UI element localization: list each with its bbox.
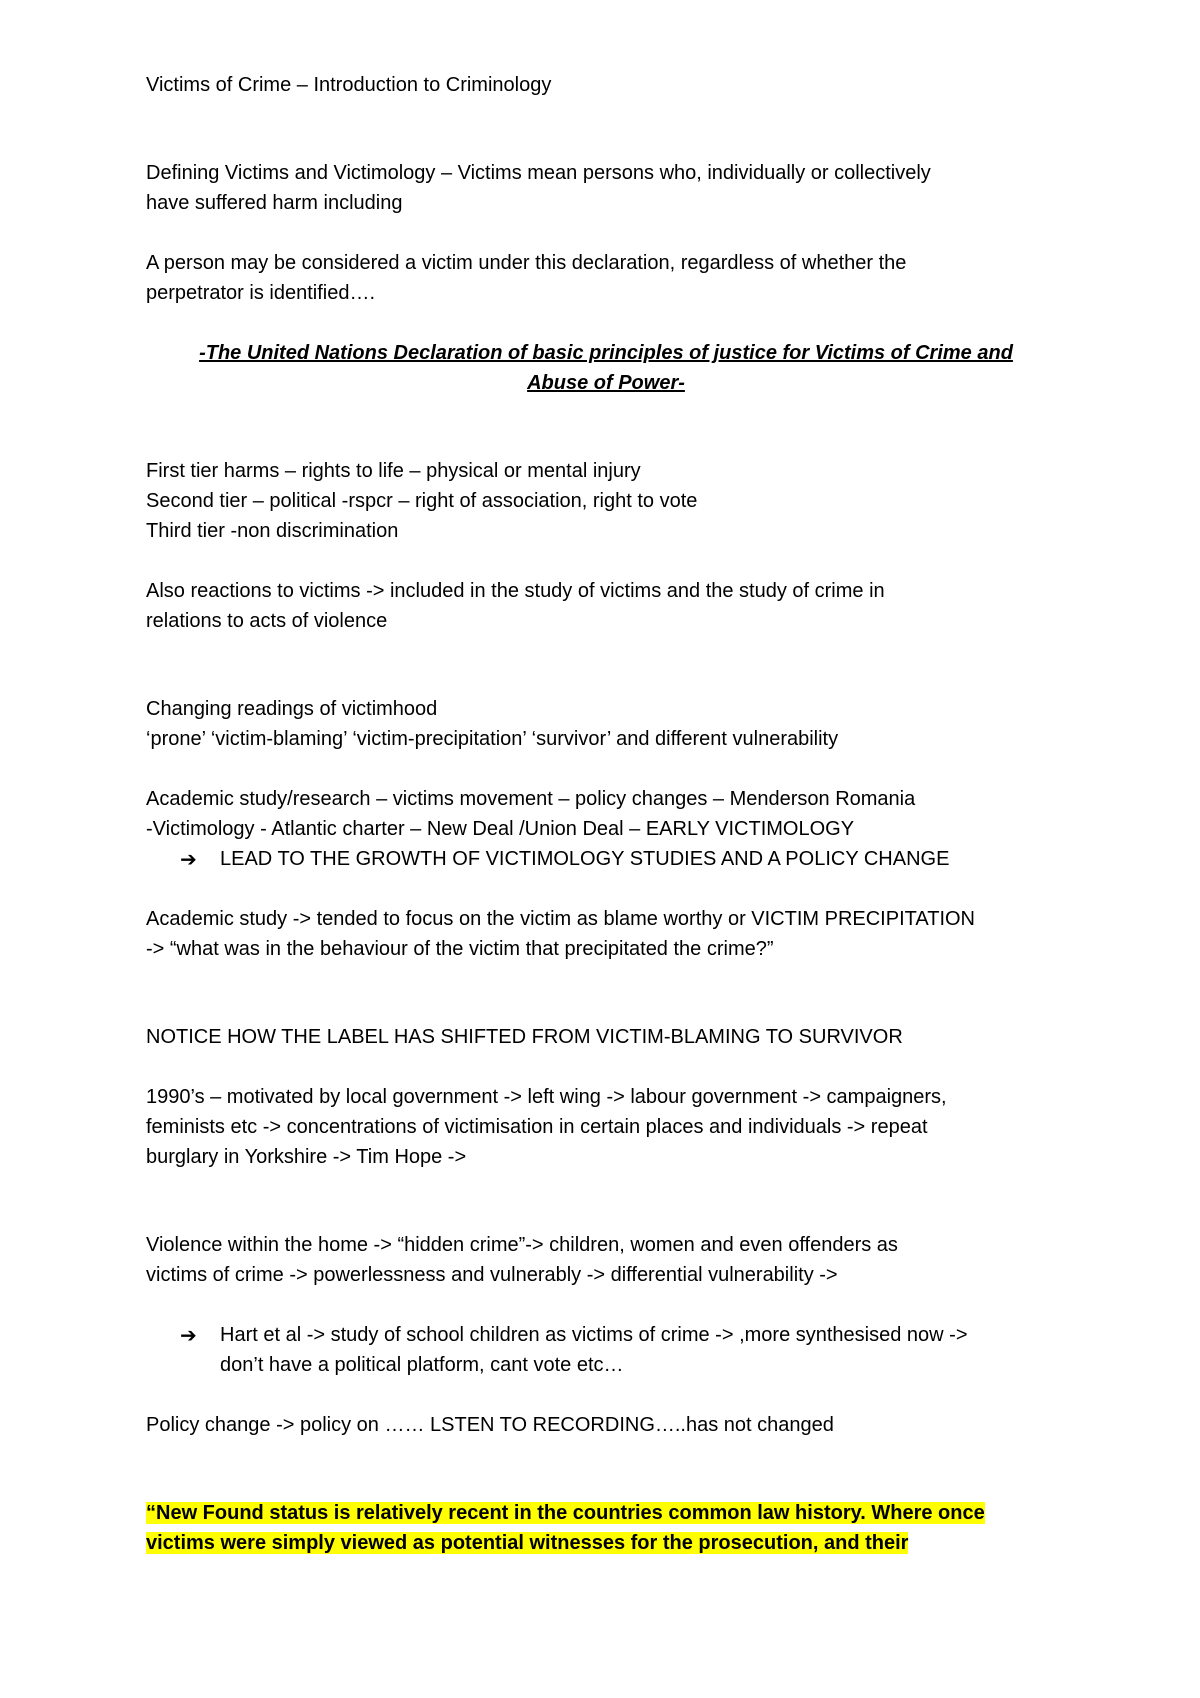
paragraph-line: A person may be considered a victim under this declaration, regardless of whether the <box>146 252 907 274</box>
paragraph-line: burglary in Yorkshire -> Tim Hope -> <box>146 1146 467 1168</box>
paragraph-line: perpetrator is identified…. <box>146 282 376 304</box>
paragraph-line: Violence within the home -> “hidden crime”-> children, women and even offenders as <box>146 1234 898 1256</box>
highlighted-line: “New Found status is relatively recent in the countries common law history. Where once <box>146 1502 985 1524</box>
academic-research-paragraph <box>146 784 1066 874</box>
tier-item: Second tier – political -rspcr – right of association, right to vote <box>146 490 698 512</box>
paragraph-line: Academic study/research – victims movement – policy changes – Menderson Romania <box>146 788 916 810</box>
paragraph-line: relations to acts of violence <box>146 610 388 632</box>
un-declaration-heading <box>146 338 1066 398</box>
arrow-right-icon: ➔ <box>180 847 197 871</box>
bullet-text <box>220 1320 1066 1380</box>
paragraph-line: -> “what was in the behaviour of the victim that precipitated the crime?” <box>146 938 774 960</box>
paragraph-line: Defining Victims and Victimology – Victims mean persons who, individually or collectively <box>146 162 931 184</box>
person-paragraph <box>146 248 1066 308</box>
nineties-paragraph <box>146 1082 1066 1172</box>
defining-paragraph <box>146 158 1066 218</box>
un-declaration-line: Abuse of Power- <box>527 372 685 394</box>
highlighted-quote <box>146 1498 1066 1558</box>
paragraph-line: feminists etc -> concentrations of victimisation in certain places and individuals -> repeat <box>146 1116 928 1138</box>
bullet-line: don’t have a political platform, cant vote etc… <box>220 1354 624 1376</box>
paragraph-line: -Victimology - Atlantic charter – New Deal /Union Deal – EARLY VICTIMOLOGY <box>146 818 855 840</box>
document-body <box>146 70 1066 1558</box>
paragraph-line: Changing readings of victimhood <box>146 698 438 720</box>
paragraph-line: ‘prone’ ‘victim-blaming’ ‘victim-precipitation’ ‘survivor’ and different vulnerability <box>146 728 839 750</box>
bullet-text: LEAD TO THE GROWTH OF VICTIMOLOGY STUDIES AND A POLICY CHANGE <box>220 848 950 870</box>
paragraph-line: 1990’s – motivated by local government -> left wing -> labour government -> campaigners, <box>146 1086 947 1108</box>
un-declaration-line: -The United Nations Declaration of basic principles of justice for Victims of Crime and <box>199 342 1013 364</box>
paragraph-line: have suffered harm including <box>146 192 403 214</box>
reactions-paragraph <box>146 576 1066 636</box>
policy-line: Policy change -> policy on …… LSTEN TO RECORDING…..has not changed <box>146 1414 834 1436</box>
arrow-right-icon: ➔ <box>180 1323 197 1347</box>
bullet-line: Hart et al -> study of school children as victims of crime -> ,more synthesised now -> <box>220 1324 968 1346</box>
bullet-item <box>180 1320 1066 1380</box>
violence-paragraph <box>146 1230 1066 1290</box>
tiers-list <box>146 456 1066 546</box>
paragraph-line: Academic study -> tended to focus on the victim as blame worthy or VICTIM PRECIPITATION <box>146 908 975 930</box>
tier-item: First tier harms – rights to life – physical or mental injury <box>146 460 641 482</box>
notice-line: NOTICE HOW THE LABEL HAS SHIFTED FROM VICTIM-BLAMING TO SURVIVOR <box>146 1026 903 1048</box>
bullet-item <box>180 844 1066 874</box>
tier-item: Third tier -non discrimination <box>146 520 399 542</box>
paragraph-line: Also reactions to victims -> included in the study of victims and the study of crime in <box>146 580 885 602</box>
paragraph-line: victims of crime -> powerlessness and vulnerably -> differential vulnerability -> <box>146 1264 838 1286</box>
academic-study-paragraph <box>146 904 1066 964</box>
document-title: Victims of Crime – Introduction to Criminology <box>146 74 552 96</box>
highlighted-line: victims were simply viewed as potential witnesses for the prosecution, and their <box>146 1532 909 1554</box>
changing-paragraph <box>146 694 1066 754</box>
